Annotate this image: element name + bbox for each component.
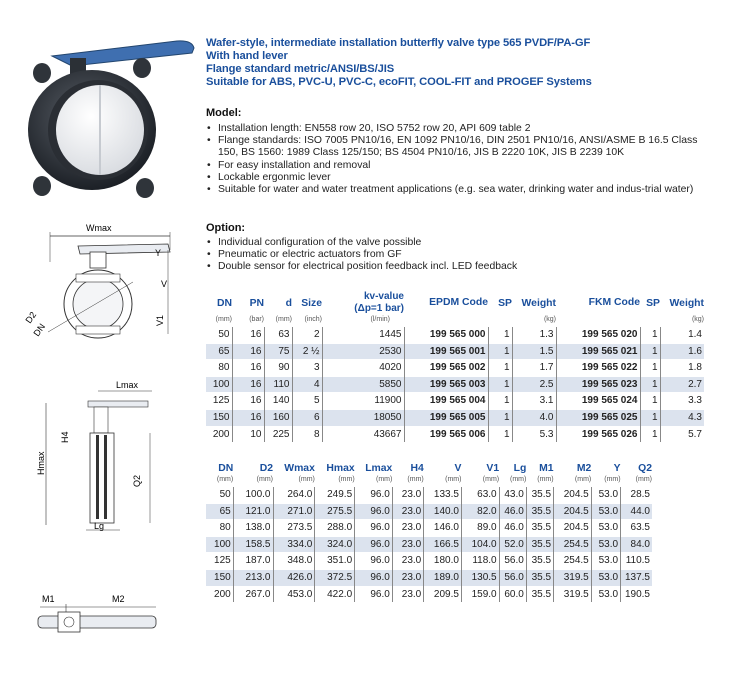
model-section <box>206 107 726 196</box>
unit-cell <box>488 315 512 327</box>
table-row <box>206 360 704 377</box>
table-cell: 140 <box>264 393 292 410</box>
table-row <box>206 569 652 586</box>
unit-cell: (mm) <box>338 476 355 483</box>
table-cell: 96.0 <box>355 569 393 586</box>
table-cell: 96.0 <box>355 586 393 602</box>
table-cell: 158.5 <box>233 536 273 553</box>
col-d2: D2 <box>259 463 273 474</box>
v1-label: V1 <box>155 314 165 326</box>
col-hmax: Hmax <box>326 463 355 474</box>
table-cell: 82.0 <box>461 503 499 520</box>
list-item: • For easy installation and removal <box>206 160 726 172</box>
table-cell: 1.6 <box>660 343 704 360</box>
table-cell: 23.0 <box>392 586 423 602</box>
unit-cell: (mm) <box>275 316 292 323</box>
table-cell: 89.0 <box>461 520 499 537</box>
table-cell: 53.0 <box>591 569 620 586</box>
table-cell: 2 <box>292 327 322 344</box>
table-row <box>206 586 652 602</box>
unit-cell: (bar) <box>249 316 264 323</box>
col-weight: Weight <box>521 297 556 309</box>
table-cell: 249.5 <box>315 487 355 504</box>
table-cell: 199 565 003 <box>404 376 488 393</box>
table-cell: 267.0 <box>233 586 273 602</box>
table-cell: 121.0 <box>233 503 273 520</box>
col-m1: M1 <box>539 463 554 474</box>
unit-cell: (mm) <box>445 476 462 483</box>
col-m2: M2 <box>576 463 592 474</box>
table-cell: 110 <box>264 376 292 393</box>
table-cell: 199 565 022 <box>556 360 640 377</box>
table-cell: 4.3 <box>660 409 704 426</box>
table-cell: 319.5 <box>554 569 592 586</box>
lg-label: Lg <box>94 521 105 531</box>
col-q2: Q2 <box>638 463 652 474</box>
table-cell: 3.3 <box>660 393 704 410</box>
table-cell: 254.5 <box>554 553 592 570</box>
table-cell: 273.5 <box>273 520 315 537</box>
table-cell: 372.5 <box>315 569 355 586</box>
unit-cell: (kg) <box>543 316 556 323</box>
table-cell: 209.5 <box>424 586 462 602</box>
table-cell: 6 <box>292 409 322 426</box>
table-cell: 199 565 020 <box>556 327 640 344</box>
table-row <box>206 553 652 570</box>
table-cell: 96.0 <box>355 553 393 570</box>
table-cell: 96.0 <box>355 487 393 504</box>
list-item: • Double sensor for electrical position feedback incl. LED feedback <box>206 261 726 273</box>
table-cell: 453.0 <box>273 586 315 602</box>
table-cell: 1.4 <box>660 327 704 344</box>
unit-cell: (mm) <box>635 476 652 483</box>
table-cell: 50 <box>206 487 233 504</box>
table-cell: 199 565 023 <box>556 376 640 393</box>
table-row <box>206 487 652 504</box>
table-cell: 96.0 <box>355 536 393 553</box>
table-cell: 60.0 <box>499 586 526 602</box>
unit-cell <box>556 315 640 327</box>
table-cell: 75 <box>264 343 292 360</box>
h4-label: H4 <box>60 431 70 443</box>
unit-cell: (mm) <box>256 476 273 483</box>
d2-label: D2 <box>23 309 39 326</box>
table-cell: 80 <box>206 520 233 537</box>
table-cell: 23.0 <box>392 503 423 520</box>
unit-cell: (mm) <box>482 476 500 483</box>
table-row <box>206 520 652 537</box>
table-cell: 56.0 <box>499 553 526 570</box>
table-cell: 53.0 <box>591 487 620 504</box>
title-line: Suitable for ABS, PVC-U, PVC-C, ecoFIT, COOL-FIT and PROGEF Systems <box>206 76 592 88</box>
table-cell: 35.5 <box>526 520 553 537</box>
title-line: With hand lever <box>206 50 288 62</box>
list-item: • Lockable ergonmic lever <box>206 172 726 184</box>
title-line: Flange standard metric/ANSI/BS/JIS <box>206 63 395 75</box>
table-cell: 199 565 024 <box>556 393 640 410</box>
hmax-label: Hmax <box>36 451 46 475</box>
unit-cell: (inch) <box>304 316 322 323</box>
table-cell: 16 <box>232 343 264 360</box>
table-cell: 199 565 002 <box>404 360 488 377</box>
table-cell: 1.5 <box>512 343 556 360</box>
table-cell: 254.5 <box>554 536 592 553</box>
table-cell: 84.0 <box>621 536 652 553</box>
table-cell: 199 565 000 <box>404 327 488 344</box>
table-cell: 137.5 <box>621 569 652 586</box>
table-cell: 1.7 <box>512 360 556 377</box>
table-cell: 146.0 <box>424 520 462 537</box>
col-y: Y <box>613 463 621 474</box>
table-cell: 35.5 <box>526 586 553 602</box>
table-cell: 125 <box>206 393 232 410</box>
y-label: Y <box>155 248 162 258</box>
table-cell: 5 <box>292 393 322 410</box>
list-item: • Flange standards: ISO 7005 PN10/16, EN 1092 PN10/16, DIN 2501 PN10/16, ANSI/ASME B 16.5 Class 150, BS 1560: 1989 Class 125/150; BS 4504 PN10/16, JIS B 2220 10K, JIS B 2239 10K <box>206 135 726 159</box>
m1-label: M1 <box>42 594 55 604</box>
table-cell: 56.0 <box>499 569 526 586</box>
title-line: Wafer-style, intermediate installation butterfly valve type 565 PVDF/PA-GF <box>206 37 591 49</box>
table-cell: 150 <box>206 569 233 586</box>
table-cell: 96.0 <box>355 503 393 520</box>
table-cell: 63.0 <box>461 487 499 504</box>
table-cell: 16 <box>232 327 264 344</box>
table-cell: 288.0 <box>315 520 355 537</box>
col-v: V <box>454 463 462 474</box>
table-cell: 100 <box>206 376 232 393</box>
table-cell: 35.5 <box>526 569 553 586</box>
table-cell: 1 <box>488 343 512 360</box>
table-cell: 28.5 <box>621 487 652 504</box>
list-item: • Suitable for water and water treatment applications (e.g. sea water, drinking water and indus-trial water) <box>206 184 726 196</box>
table-cell: 130.5 <box>461 569 499 586</box>
model-heading: Model: <box>206 107 242 119</box>
table-cell: 23.0 <box>392 569 423 586</box>
table-cell: 324.0 <box>315 536 355 553</box>
table-cell: 1 <box>488 360 512 377</box>
table-cell: 200 <box>206 426 232 442</box>
table-cell: 319.5 <box>554 586 592 602</box>
top-view-drawing <box>28 590 178 640</box>
col-sp2: SP <box>646 297 660 309</box>
col-sp: SP <box>498 297 512 309</box>
table-cell: 23.0 <box>392 553 423 570</box>
table-cell: 204.5 <box>554 520 592 537</box>
table-cell: 65 <box>206 503 233 520</box>
unit-cell: (mm) <box>298 476 315 483</box>
unit-cell: (mm) <box>574 476 592 483</box>
table-cell: 35.5 <box>526 487 553 504</box>
unit-cell: (mm) <box>215 316 232 323</box>
table-cell: 53.0 <box>591 520 620 537</box>
unit-cell <box>640 315 660 327</box>
table-cell: 53.0 <box>591 536 620 553</box>
col-h4: H4 <box>410 463 424 474</box>
table-cell: 46.0 <box>499 520 526 537</box>
table-cell: 96.0 <box>355 520 393 537</box>
col-weight2: Weight <box>669 297 704 309</box>
table-cell: 1 <box>488 426 512 442</box>
option-list <box>206 237 726 274</box>
table-header-row <box>206 462 652 475</box>
units-row <box>206 475 652 487</box>
table-cell: 264.0 <box>273 487 315 504</box>
table-cell: 16 <box>232 360 264 377</box>
table-cell: 5850 <box>322 376 404 393</box>
table-cell: 125 <box>206 553 233 570</box>
table-cell: 1 <box>640 343 660 360</box>
table-cell: 204.5 <box>554 503 592 520</box>
dimensions-table-body <box>206 487 652 603</box>
table-cell: 10 <box>232 426 264 442</box>
side-view-drawing <box>30 375 170 535</box>
table-cell: 160 <box>264 409 292 426</box>
table-cell: 50 <box>206 327 232 344</box>
table-cell: 8 <box>292 426 322 442</box>
table-cell: 53.0 <box>591 586 620 602</box>
table-cell: 138.0 <box>233 520 273 537</box>
q2-label: Q2 <box>132 474 142 487</box>
table-cell: 190.5 <box>621 586 652 602</box>
table-cell: 11900 <box>322 393 404 410</box>
table-cell: 1 <box>488 376 512 393</box>
table-row <box>206 327 704 344</box>
table-cell: 199 565 021 <box>556 343 640 360</box>
table-cell: 4.0 <box>512 409 556 426</box>
table-cell: 189.0 <box>424 569 462 586</box>
table-cell: 159.0 <box>461 586 499 602</box>
table-cell: 4 <box>292 376 322 393</box>
table-cell: 199 565 026 <box>556 426 640 442</box>
table-cell: 150 <box>206 409 232 426</box>
table-cell: 426.0 <box>273 569 315 586</box>
table-cell: 43667 <box>322 426 404 442</box>
table-row <box>206 393 704 410</box>
table-cell: 1445 <box>322 327 404 344</box>
table-cell: 2.5 <box>512 376 556 393</box>
table-cell: 1 <box>488 409 512 426</box>
dn-label: DN <box>31 321 48 339</box>
table-cell: 422.0 <box>315 586 355 602</box>
table-row <box>206 536 652 553</box>
table-cell: 110.5 <box>621 553 652 570</box>
table-cell: 2.7 <box>660 376 704 393</box>
unit-cell: (mm) <box>537 476 554 483</box>
table-cell: 271.0 <box>273 503 315 520</box>
unit-cell: (mm) <box>216 476 234 483</box>
col-d: d <box>285 297 292 309</box>
table-cell: 23.0 <box>392 536 423 553</box>
table-cell: 1 <box>640 360 660 377</box>
col-lmax: Lmax <box>365 463 393 474</box>
col-size: Size <box>301 297 322 309</box>
order-table <box>206 291 704 442</box>
table-row <box>206 503 652 520</box>
list-item: • Installation length: EN558 row 20, ISO 5752 row 20, API 609 table 2 <box>206 123 726 135</box>
col-wmax: Wmax <box>284 463 315 474</box>
table-cell: 2 ½ <box>292 343 322 360</box>
table-cell: 204.5 <box>554 487 592 504</box>
table-cell: 23.0 <box>392 520 423 537</box>
table-cell: 200 <box>206 586 233 602</box>
table-cell: 3 <box>292 360 322 377</box>
unit-cell: (mm) <box>407 476 424 483</box>
table-cell: 23.0 <box>392 487 423 504</box>
table-cell: 348.0 <box>273 553 315 570</box>
table-cell: 4020 <box>322 360 404 377</box>
col-dn: DN <box>218 463 234 474</box>
table-cell: 140.0 <box>424 503 462 520</box>
col-epdm: EPDM Code <box>429 297 488 308</box>
table-cell: 53.0 <box>591 503 620 520</box>
table-cell: 199 565 004 <box>404 393 488 410</box>
table-row <box>206 409 704 426</box>
col-dn: DN <box>216 297 232 309</box>
table-cell: 16 <box>232 393 264 410</box>
table-cell: 2530 <box>322 343 404 360</box>
list-item: • Pneumatic or electric actuators from GF <box>206 249 726 261</box>
table-header-row <box>206 291 704 315</box>
table-cell: 46.0 <box>499 503 526 520</box>
table-cell: 43.0 <box>499 487 526 504</box>
table-cell: 63.5 <box>621 520 652 537</box>
table-cell: 104.0 <box>461 536 499 553</box>
option-section <box>206 222 726 274</box>
col-lg: Lg <box>513 463 527 474</box>
table-cell: 18050 <box>322 409 404 426</box>
table-cell: 1 <box>488 327 512 344</box>
units-row <box>206 315 704 327</box>
v-label: V <box>161 279 168 289</box>
table-cell: 16 <box>232 409 264 426</box>
table-cell: 35.5 <box>526 553 553 570</box>
lmax-label: Lmax <box>116 380 139 390</box>
table-cell: 199 565 005 <box>404 409 488 426</box>
table-cell: 199 565 006 <box>404 426 488 442</box>
table-cell: 35.5 <box>526 503 553 520</box>
table-cell: 1 <box>640 376 660 393</box>
table-cell: 80 <box>206 360 232 377</box>
table-cell: 225 <box>264 426 292 442</box>
table-cell: 52.0 <box>499 536 526 553</box>
table-cell: 3.1 <box>512 393 556 410</box>
table-cell: 133.5 <box>424 487 462 504</box>
unit-cell: (mm) <box>510 476 527 483</box>
table-cell: 65 <box>206 343 232 360</box>
col-kv: kv-value (Δp=1 bar) <box>354 291 404 314</box>
col-v1: V1 <box>486 463 500 474</box>
table-cell: 1.3 <box>512 327 556 344</box>
table-cell: 5.3 <box>512 426 556 442</box>
valve-photo-icon <box>12 38 207 198</box>
table-cell: 187.0 <box>233 553 273 570</box>
order-table-body <box>206 327 704 443</box>
table-cell: 180.0 <box>424 553 462 570</box>
table-cell: 5.7 <box>660 426 704 442</box>
col-pn: PN <box>249 297 264 309</box>
table-cell: 90 <box>264 360 292 377</box>
table-cell: 100 <box>206 536 233 553</box>
table-cell: 35.5 <box>526 536 553 553</box>
table-cell: 166.5 <box>424 536 462 553</box>
table-cell: 44.0 <box>621 503 652 520</box>
table-cell: 63 <box>264 327 292 344</box>
table-cell: 16 <box>232 376 264 393</box>
wmax-label: Wmax <box>86 223 112 233</box>
table-cell: 275.5 <box>315 503 355 520</box>
table-cell: 1 <box>640 426 660 442</box>
table-cell: 199 565 025 <box>556 409 640 426</box>
table-row <box>206 426 704 442</box>
table-cell: 1 <box>640 327 660 344</box>
unit-cell: (l/min) <box>370 316 390 323</box>
table-cell: 118.0 <box>461 553 499 570</box>
table-row <box>206 343 704 360</box>
unit-cell <box>404 315 488 327</box>
table-cell: 100.0 <box>233 487 273 504</box>
table-cell: 199 565 001 <box>404 343 488 360</box>
model-list <box>206 123 726 196</box>
table-cell: 1.8 <box>660 360 704 377</box>
table-cell: 1 <box>640 393 660 410</box>
title-block <box>206 37 736 89</box>
m2-label: M2 <box>112 594 125 604</box>
table-cell: 334.0 <box>273 536 315 553</box>
list-item: • Individual configuration of the valve possible <box>206 237 726 249</box>
unit-cell: (mm) <box>604 476 621 483</box>
table-cell: 1 <box>640 409 660 426</box>
table-cell: 1 <box>488 393 512 410</box>
table-cell: 351.0 <box>315 553 355 570</box>
dimensions-table <box>206 462 652 602</box>
table-cell: 53.0 <box>591 553 620 570</box>
col-fkm: FKM Code <box>588 297 640 308</box>
unit-cell: (mm) <box>376 476 393 483</box>
option-heading: Option: <box>206 222 246 234</box>
table-cell: 213.0 <box>233 569 273 586</box>
product-photo <box>12 38 207 198</box>
table-row <box>206 376 704 393</box>
unit-cell: (kg) <box>691 316 704 323</box>
front-view-drawing <box>18 222 198 357</box>
